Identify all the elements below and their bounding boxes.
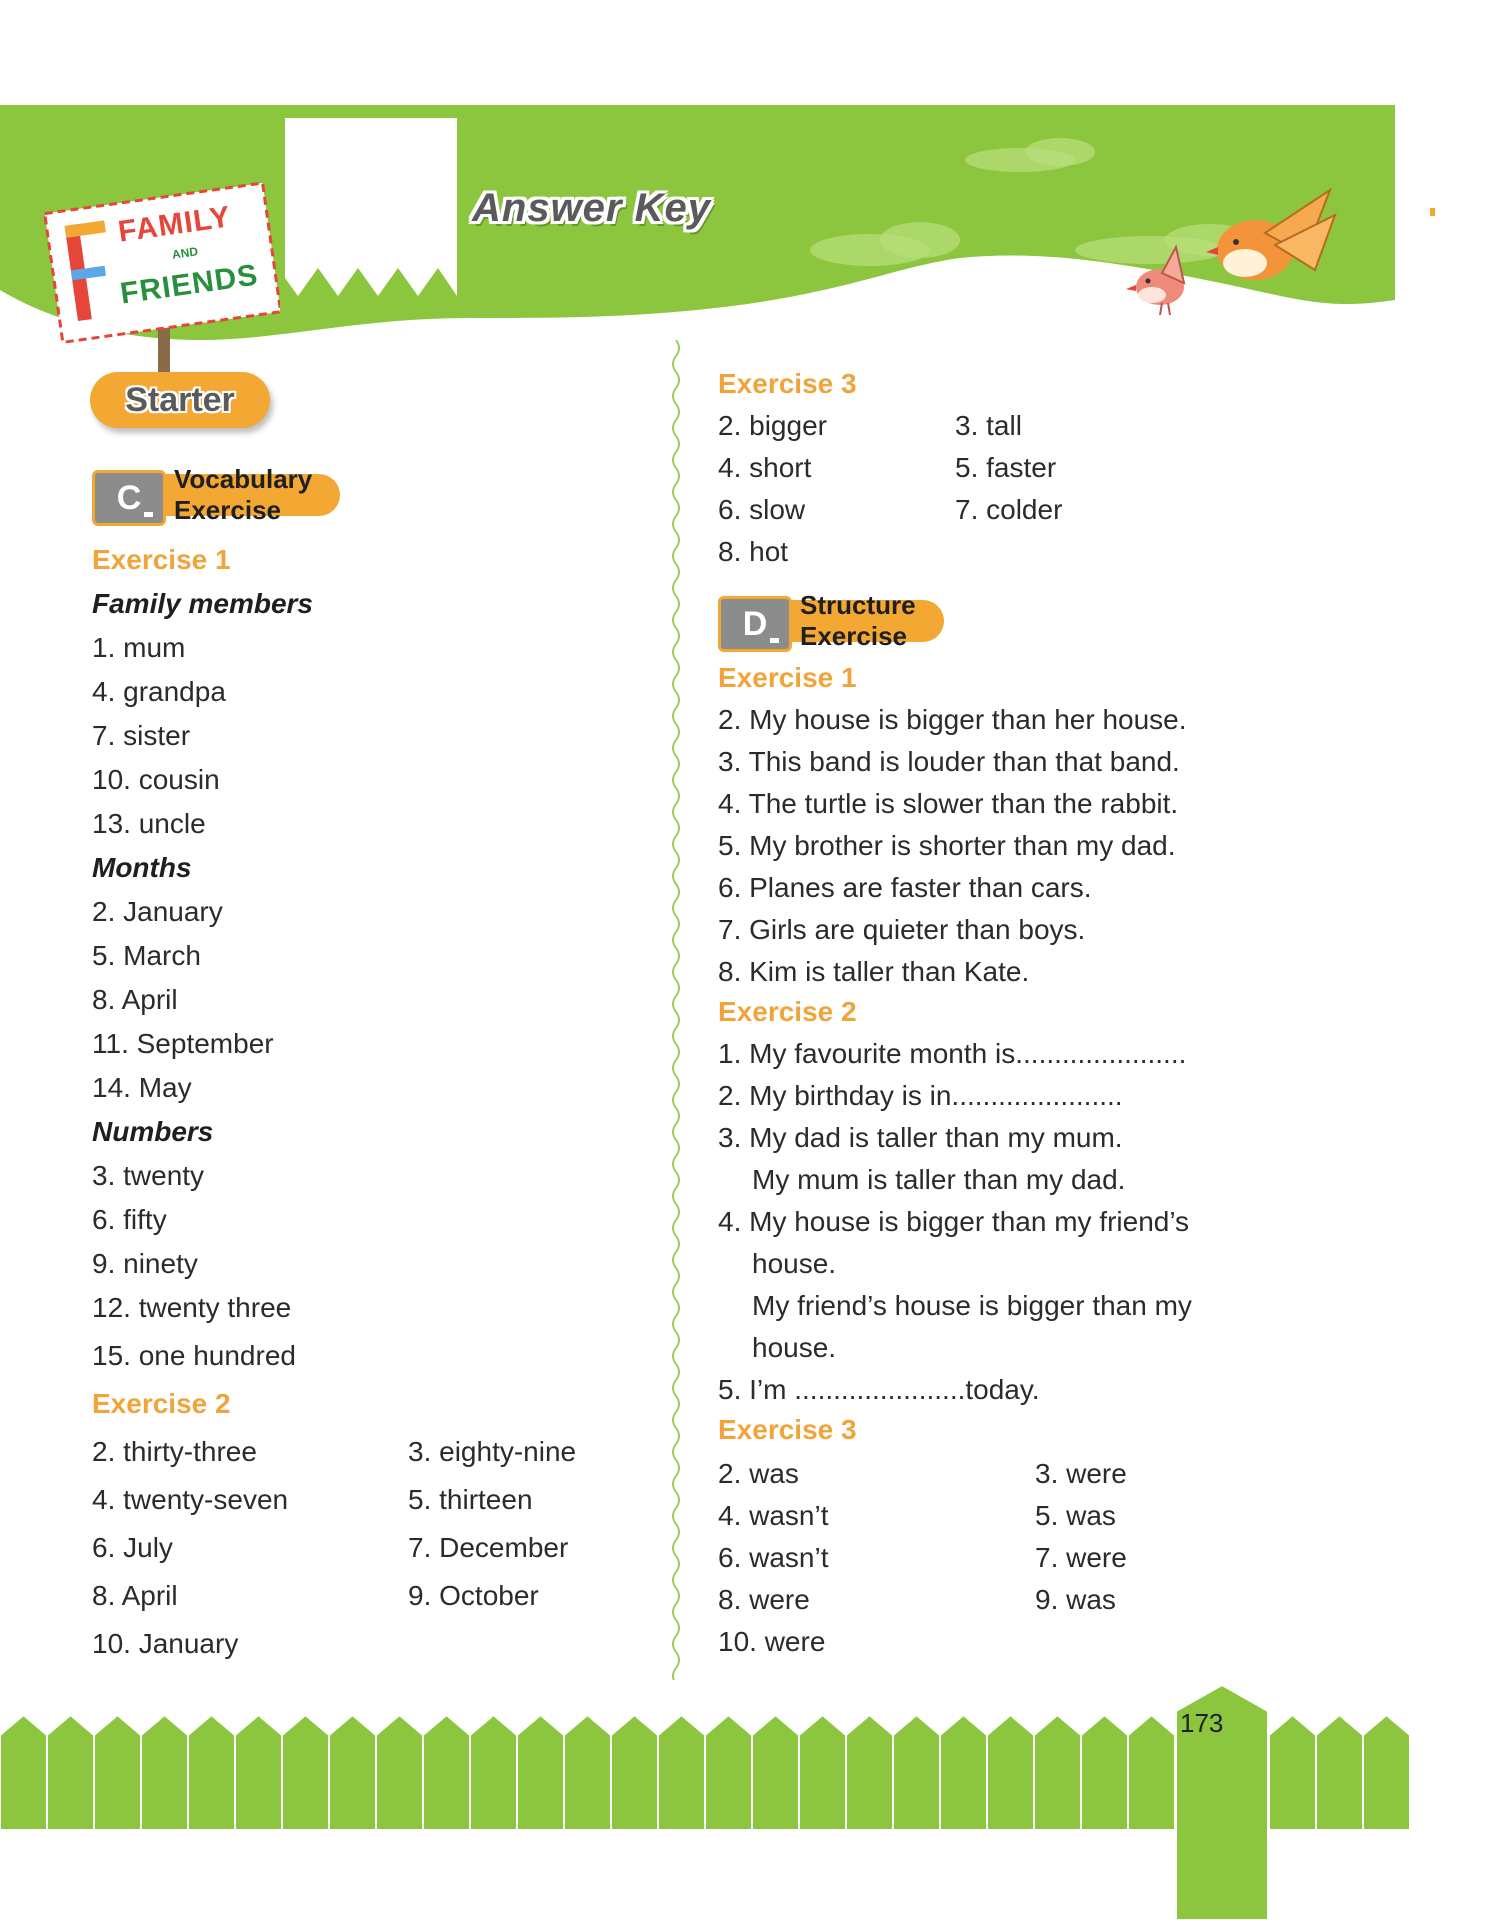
answer-item: 12. twenty three (92, 1292, 292, 1323)
fence-picket (658, 1715, 705, 1830)
answer-item: 2. bigger (718, 410, 827, 441)
page-number: 173 (1180, 1708, 1224, 1738)
answer-item: 8. April (92, 1580, 178, 1611)
answer-item: 2. January (92, 896, 223, 927)
section-c-letter: C (92, 470, 166, 526)
answer-item: 15. one hundred (92, 1340, 296, 1371)
fence-picket (141, 1715, 188, 1830)
fence-picket (517, 1715, 564, 1830)
answer-item: 5. thirteen (408, 1484, 533, 1515)
answer-item: My friend’s house is bigger than my (752, 1290, 1192, 1321)
answer-item: 5. My brother is shorter than my dad. (718, 830, 1176, 861)
answer-item: 3. This band is louder than that band. (718, 746, 1180, 777)
fence-picket (752, 1715, 799, 1830)
logo-text-and: AND (171, 244, 199, 262)
fence-picket (282, 1715, 329, 1830)
birds-illustration-icon (1100, 175, 1340, 325)
answer-item: My mum is taller than my dad. (752, 1164, 1126, 1195)
answer-item: 8. Kim is taller than Kate. (718, 956, 1030, 987)
starter-badge: Starter (90, 372, 270, 428)
answer-item: 3. twenty (92, 1160, 205, 1191)
answer-item: 6. wasn’t (718, 1542, 829, 1573)
answer-item: 10. cousin (92, 764, 220, 795)
answer-item: 6. July (92, 1532, 173, 1563)
answer-item: 5. faster (955, 452, 1057, 483)
answer-item: 5. I’m ......................today. (718, 1374, 1040, 1405)
answer-item: 9. October (408, 1580, 539, 1611)
answer-item: 5. was (1035, 1500, 1116, 1531)
answer-item: 7. sister (92, 720, 191, 751)
answer-item: 2. My birthday is in...................... (718, 1080, 1123, 1111)
section-d-letter: D (718, 596, 792, 652)
numbers-heading: Numbers (92, 1116, 214, 1147)
answer-item: 11. September (92, 1028, 274, 1059)
answer-item: 7. were (1035, 1542, 1127, 1573)
fence-picket (799, 1715, 846, 1830)
fence-picket (235, 1715, 282, 1830)
answer-item: 2. My house is bigger than her house. (718, 704, 1187, 735)
structure-exercise-2-heading: Exercise 2 (718, 996, 857, 1027)
fence-picket (1363, 1715, 1410, 1830)
answer-item: 8. hot (718, 536, 789, 567)
white-banner-flag (283, 118, 459, 296)
answer-item: 4. The turtle is slower than the rabbit. (718, 788, 1179, 819)
answer-item: 8. were (718, 1584, 810, 1615)
fence-picket (1128, 1715, 1175, 1830)
answer-item: 1. mum (92, 632, 186, 663)
answer-item: 10. were (718, 1626, 826, 1657)
fence-picket (188, 1715, 235, 1830)
answer-item: 13. uncle (92, 808, 206, 839)
answer-item: 9. ninety (92, 1248, 198, 1279)
answer-item: house. (752, 1332, 837, 1363)
answer-item: 14. May (92, 1072, 192, 1103)
fence-picket (0, 1715, 47, 1830)
fence-picket (47, 1715, 94, 1830)
fence-picket (94, 1715, 141, 1830)
family-and-friends-logo (40, 168, 280, 378)
fence-picket (940, 1715, 987, 1830)
structure-exercise-3-heading: Exercise 3 (718, 1414, 857, 1445)
fence-picket (705, 1715, 752, 1830)
answer-item: 4. wasn’t (718, 1500, 829, 1531)
wavy-column-divider (668, 340, 684, 1680)
fence-picket (1081, 1715, 1128, 1830)
fence-picket (470, 1715, 517, 1830)
page-title: Answer Key (472, 186, 711, 230)
answer-item: 2. was (718, 1458, 799, 1489)
fence-picket (893, 1715, 940, 1830)
answer-item: 7. December (408, 1532, 569, 1563)
fence-picket (423, 1715, 470, 1830)
answer-item: 6. fifty (92, 1204, 167, 1235)
answer-item: house. (752, 1248, 837, 1279)
fence-picket (1034, 1715, 1081, 1830)
fence-picket (1269, 1715, 1316, 1830)
answer-item: 9. was (1035, 1584, 1116, 1615)
fence-picket (564, 1715, 611, 1830)
answer-item: 2. thirty-three (92, 1436, 257, 1467)
fence-picket (987, 1715, 1034, 1830)
fence-picket (1316, 1715, 1363, 1830)
green-fence-footer (0, 1675, 1486, 1920)
section-c-title: Vocabulary Exercise (132, 474, 340, 516)
answer-item: 3. My dad is taller than my mum. (718, 1122, 1123, 1153)
answer-item: 4. grandpa (92, 676, 226, 707)
fence-picket (846, 1715, 893, 1830)
answer-item: 7. colder (955, 494, 1063, 525)
fence-picket (329, 1715, 376, 1830)
exercise-2-heading: Exercise 2 (92, 1388, 231, 1419)
answer-item: 6. Planes are faster than cars. (718, 872, 1092, 903)
answer-item: 1. My favourite month is...................... (718, 1038, 1187, 1069)
answer-item: 6. slow (718, 494, 806, 525)
answer-item: 8. April (92, 984, 178, 1015)
fence-picket (611, 1715, 658, 1830)
logo-text-family: FAMILY (116, 200, 233, 249)
answer-item: 7. Girls are quieter than boys. (718, 914, 1086, 945)
answer-item: 3. tall (955, 410, 1022, 441)
answer-item: 5. March (92, 940, 201, 971)
exercise-3-heading: Exercise 3 (718, 368, 857, 399)
answer-item: 4. My house is bigger than my friend’s (718, 1206, 1190, 1237)
structure-exercise-1-heading: Exercise 1 (718, 662, 857, 693)
answer-item: 4. twenty-seven (92, 1484, 289, 1515)
logo-text-friends: FRIENDS (118, 258, 261, 311)
answer-item: 3. were (1035, 1458, 1127, 1489)
family-members-heading: Family members (92, 588, 313, 619)
answer-item: 10. January (92, 1628, 239, 1659)
months-heading: Months (92, 852, 192, 883)
section-d-title: Structure Exercise (758, 600, 944, 642)
exercise-1-heading: Exercise 1 (92, 544, 231, 575)
answer-item: 4. short (718, 452, 812, 483)
answer-item: 3. eighty-nine (408, 1436, 577, 1467)
fence-picket (376, 1715, 423, 1830)
